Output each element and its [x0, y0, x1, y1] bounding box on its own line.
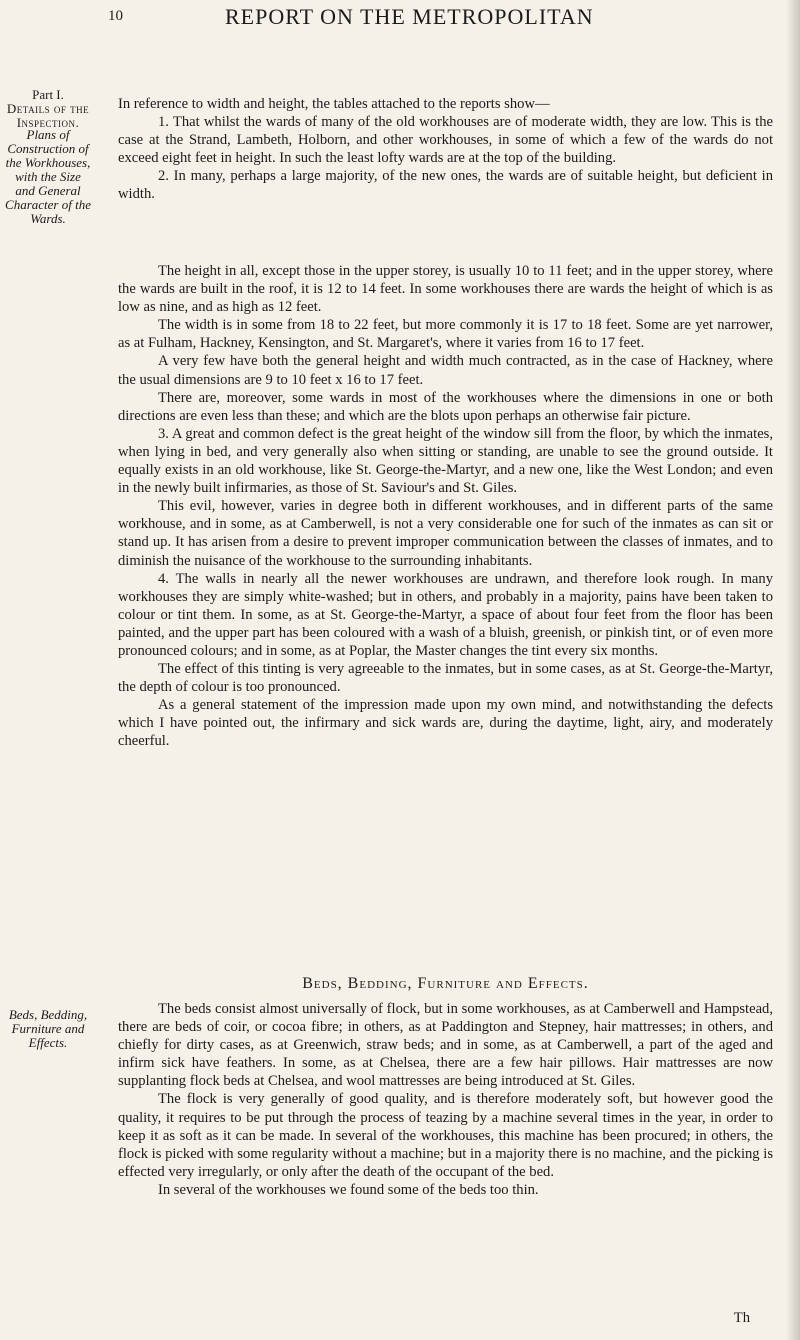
paragraph: The height in all, except those in the upper storey, is usually 10 to 11 feet; and in the upper storey, where the wards are built in the roof, it is 12 to 14 feet. In some workhouses there are wards the height of which is as low as nine, and as high as 12 feet. — [118, 263, 773, 316]
paragraph: The width is in some from 18 to 22 feet, but more commonly it is 17 to 18 feet. Some are yet narrower, as at Fulham, Hackney, Kensington, and St. Margaret's, where it varies from 16 to 17 feet. — [118, 317, 773, 352]
paragraph: 4. The walls in nearly all the newer workhouses are undrawn, and therefore look rough. In many workhouses they are simply white-washed; but in others, and probably in a majority, pains have been taken to colour or tint them. In some, as at St. George-the-Martyr, a space of about four feet from the floor has been painted, and the upper part has been coloured with a wash of a bluish, greenish, or pinkish tint, or of even more pronounced colours; and in some, as at Poplar, the Master changes the tint every six months. — [118, 570, 773, 659]
margin-note-details-line2: Inspection. — [16, 115, 80, 130]
page-header — [0, 4, 800, 38]
margin-note-details-line1: Details of the — [6, 101, 90, 116]
text-block-beds — [118, 1000, 773, 1199]
paragraph: 3. A great and common defect is the great height of the window sill from the floor, by which the inmates, when lying in bed, and very generally also when sitting or standing, are unable to see the ground outside. It equally exists in an old workhouse, like St. George-the-Martyr, and a new one, like the West London; and even in the newly built infirmaries, as those of St. Saviour's and St. Giles. — [118, 425, 773, 497]
paragraph: 2. In many, perhaps a large majority, of the new ones, the wards are of suitable height, but deficient in width. — [118, 168, 773, 203]
text-block-intro — [118, 95, 773, 204]
running-head: REPORT ON THE METROPOLITAN — [225, 4, 594, 29]
paragraph: In several of the workhouses we found some of the beds too thin. — [158, 1181, 539, 1198]
margin-note-part-label: Part I. — [32, 87, 64, 102]
margin-note-part — [4, 88, 92, 130]
page-edge-shadow — [786, 0, 800, 1340]
paragraph: There are, moreover, some wards in most of the workhouses where the dimensions in one or both directions are even less than these; and which are the blots upon perhaps an otherwise fair picture. — [118, 389, 773, 424]
paragraph: 1. That whilst the wards of many of the old workhouses are of moderate width, they are low. This is the case at the Strand, Lambeth, Holborn, and other workhouses, in some of which a few of the wards do not exceed eight feet in height. In such the least lofty wards are at the top of the building. — [118, 114, 773, 167]
paragraph: In reference to width and height, the tables attached to the reports show— — [118, 96, 550, 112]
paragraph: This evil, however, varies in degree both in different workhouses, and in different parts of the same workhouse, and in some, as at Camberwell, is not a very considerable one for such of the inmates as can sit or stand up. It has arisen from a desire to prevent improper communication between the classes of inmates, and to diminish the nuisance of the workhouse to the surrounding inhabitants. — [118, 498, 773, 569]
catchword: Th — [733, 1310, 750, 1326]
paragraph: The beds consist almost universally of flock, but in some workhouses, as at Camberwell and Hampstead, there are beds of coir, or cocoa fibre; in others, as at Paddington and Stepney, hair mattresses; in others, and chiefly for dirty cases, as at Greenwich, straw beds; and in some, as at Camberwell, a part of the aged and infirm sick have feathers. In some, as at Chelsea, there are a few hair pillows. Hair mattresses are now supplanting flock beds at Chelsea, and wool mattresses are being introduced at St. Giles. — [118, 1001, 773, 1090]
margin-note-beds: Beds, Bedding, Furniture and Effects. — [8, 1007, 88, 1050]
paragraph: The effect of this tinting is very agreeable to the inmates, but in some cases, as at St. George-the-Martyr, the depth of colour is too pronounced. — [118, 661, 773, 696]
paragraph: The flock is very generally of good quality, and is therefore moderately soft, but however good the quality, it requires to be put through the process of teazing by a machine several times in the year, in order to keep it as soft as it can be made. In several of the workhouses, this machine has been procured; in others, the flock is picked with some regularity without a machine; but in a majority there is no machine, and the picking is effected very irregularly, or only after the death of the occupant of the bed. — [118, 1091, 773, 1180]
page-number: 10 — [108, 8, 123, 24]
text-block-wards — [118, 262, 773, 751]
paragraph: A very few have both the general height and width much contracted, as in the case of Hackney, where the usual dimensions are 9 to 10 feet x 16 to 17 feet. — [118, 353, 773, 388]
paragraph: As a general statement of the impression made upon my own mind, and notwithstanding the defects which I have pointed out, the infirmary and sick wards are, during the daytime, light, airy, and moderately cheerful. — [118, 697, 773, 750]
margin-note-plans: Plans of Construction of the Workhouses, with the Size and General Character of the Wards. — [5, 127, 91, 226]
section-heading: Beds, Bedding, Furniture and Effects. — [302, 975, 589, 992]
